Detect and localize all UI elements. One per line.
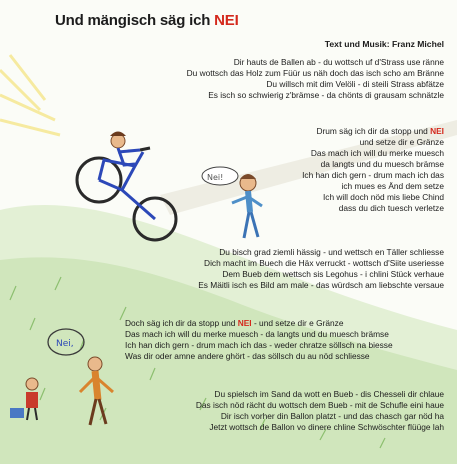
stanza-5 bbox=[196, 389, 444, 433]
nei-highlight: NEI bbox=[430, 126, 444, 136]
stanza-1 bbox=[187, 57, 444, 101]
lyric-line: Dir isch vorher din Ballon platzt - und das chasch gar nöd ha bbox=[220, 411, 444, 421]
lyric-line: Dir hauts de Ballen ab - du wottsch uf d'Strass use ränne bbox=[233, 57, 444, 67]
sun-rays bbox=[0, 55, 60, 135]
speech-bubble-right-text: Nei! bbox=[207, 173, 224, 182]
lyric-line: Du bisch grad ziemli hässig - und wettsch en Täller schliesse bbox=[219, 247, 444, 257]
song-title bbox=[55, 12, 239, 29]
speech-bubble-left-text: Nei, bbox=[56, 339, 74, 349]
lyric-line: da langts und du muesch brämse bbox=[320, 159, 444, 169]
lyric-line: Doch säg ich dir da stopp und NEI - und setze dir e Gränze bbox=[125, 318, 344, 328]
stanza-4-chorus bbox=[125, 318, 393, 362]
stanza-2-chorus bbox=[302, 126, 444, 214]
lyric-line: Das mach ich will du merke muesch bbox=[310, 148, 444, 158]
lyric-line: Das mach ich will du merke muesch - da langts und du muesch brämse bbox=[125, 329, 389, 339]
song-credit: Text und Musik: Franz Michel bbox=[324, 39, 444, 49]
lyric-line: Drum säg ich dir da stopp und NEI bbox=[316, 126, 444, 136]
lyric-line: Was dir oder amne andere ghört - das söllsch du au nöd schliesse bbox=[125, 351, 370, 361]
lyric-line: dass du dich tuesch verletze bbox=[338, 203, 444, 213]
lyric-line: ich mues es Änd dem setze bbox=[341, 181, 444, 191]
lyric-line: und setze dir e Gränze bbox=[359, 137, 444, 147]
lyric-line: Es Mäitli isch es Bild am male - das würdsch am liebschte versaue bbox=[198, 280, 444, 290]
lyric-line: Du wottsch das Holz zum Füür us näh doch das isch scho am Bränne bbox=[186, 68, 444, 78]
lyric-line: Das isch nöd rächt du wottsch dem Bueb - mit de Schufle eini haue bbox=[195, 400, 444, 410]
lyric-line: Es isch so schwierig z'brämse - da chönts di grausam schnätzle bbox=[208, 90, 444, 100]
lyric-line: Ich han dich gern - drum mach ich das - weder chratze söllsch na biesse bbox=[125, 340, 393, 350]
lyric-line: Dich macht im Buech die Häx verruckt - wottsch d'Siite useriesse bbox=[204, 258, 444, 268]
lyric-line: Ich will doch nöd mis liebe Chind bbox=[322, 192, 444, 202]
song-title-highlight: NEI bbox=[214, 12, 239, 29]
lyric-line: Jetzt wottsch de Ballon vo dinere chline Schwöschter flüüge lah bbox=[209, 422, 444, 432]
rider-drawing bbox=[110, 132, 140, 166]
lyric-line: Du spielsch im Sand da wott en Bueb - dis Chesseli dir chlaue bbox=[214, 389, 444, 399]
lyric-line: Dem Bueb dem wettsch sis Legohus - i chlini Stück verhaue bbox=[222, 269, 444, 279]
lyric-line: Ich han dich gern - drum mach ich das bbox=[302, 170, 444, 180]
nei-highlight: NEI bbox=[237, 318, 252, 328]
lyric-line: Du willsch mit dim Velöli - di steili Strass abfätze bbox=[266, 79, 444, 89]
song-title-text: Und mängisch säg ich bbox=[55, 12, 215, 29]
stanza-3 bbox=[198, 247, 444, 291]
